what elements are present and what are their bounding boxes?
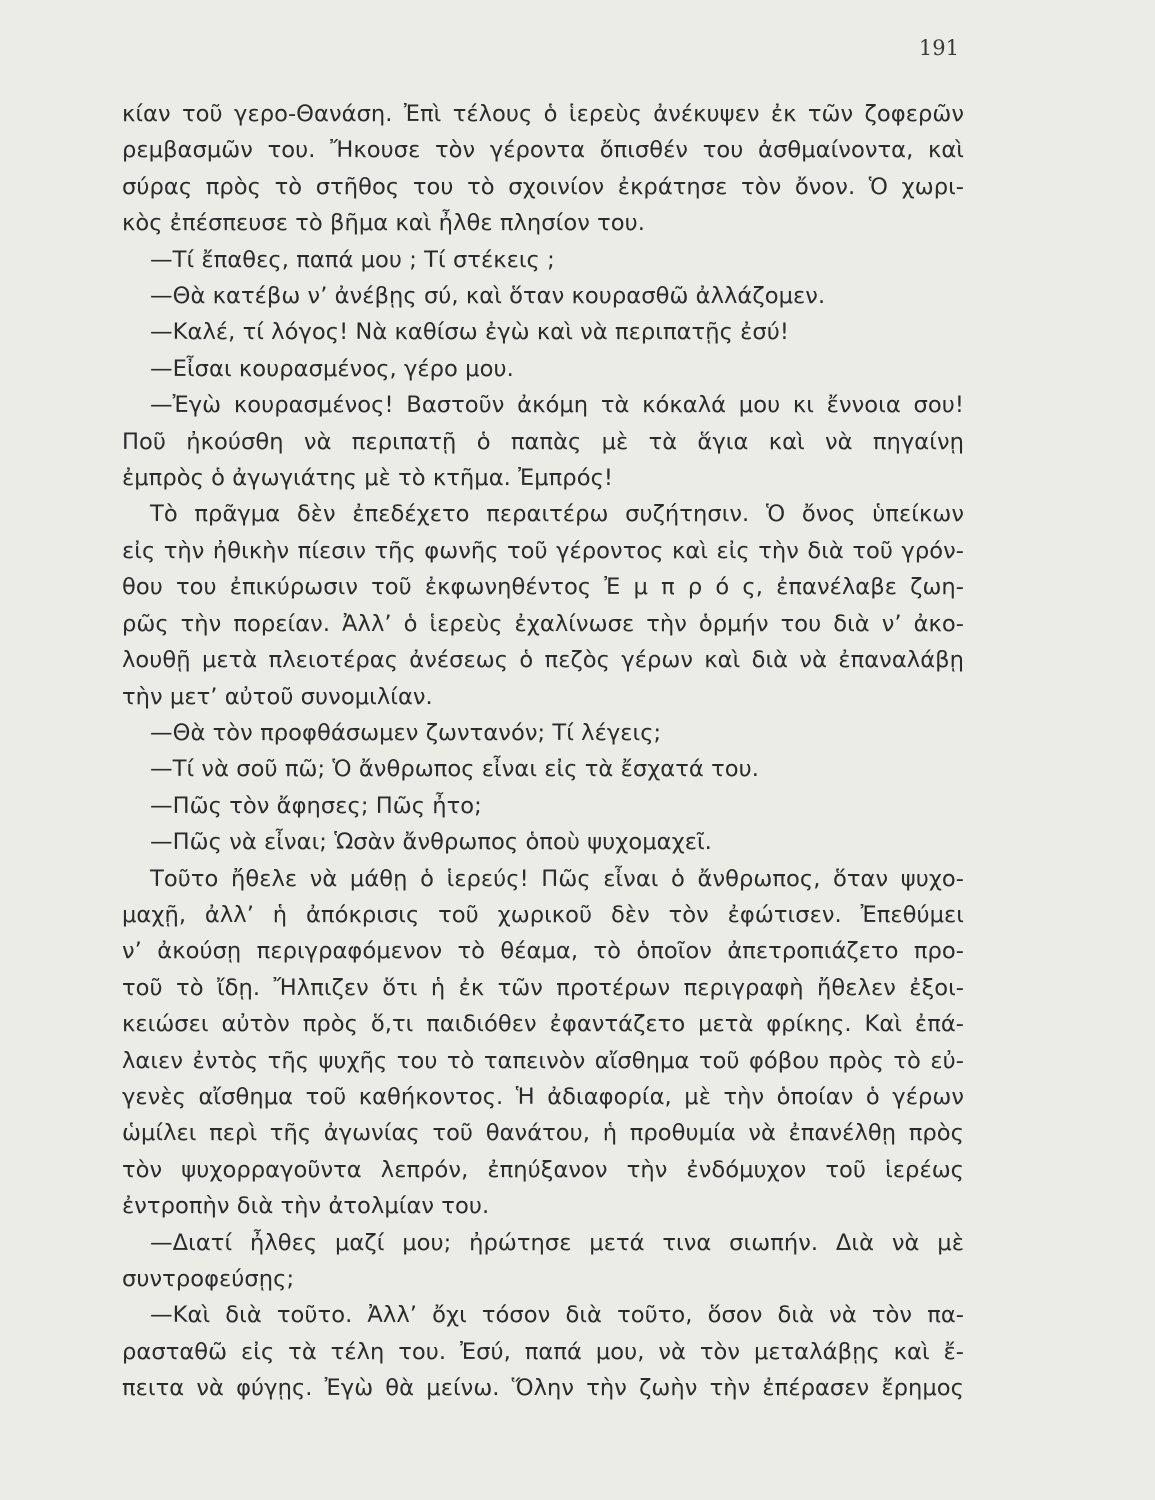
- text-line: Τὸ πρᾶγμα δὲν ἐπεδέχετο περαιτέρω συζήτησιν. Ὁ ὄνος ὑπείκων: [150, 501, 964, 528]
- text-line: θου του ἐπικύρωσιν τοῦ ἐκφωνηθέντος Ἐ μ π ρ ό ς, ἐπανέλαβε ζωη-: [122, 574, 964, 601]
- text-line: σύρας πρὸς τὸ στῆθος του τὸ σχοινίον ἐκράτησε τὸν ὄνον. Ὁ χωρι-: [122, 173, 964, 200]
- text-line: —Πῶς νὰ εἶναι; Ὡσὰν ἄνθρωπος ὁποὺ ψυχομαχεῖ.: [150, 829, 712, 856]
- text-line: —Ἐγὼ κουρασμένος! Βαστοῦν ἀκόμη τὰ κόκαλά μου κι ἔννοια σου!: [150, 392, 964, 419]
- text-line: λαιεν ἐντὸς τῆς ψυχῆς του τὸ ταπεινὸν αἴσθημα τοῦ φόβου πρὸς τὸ εὐ-: [122, 1047, 964, 1074]
- text-line: ρῶς τὴν πορείαν. Ἀλλ’ ὁ ἱερεὺς ἐχαλίνωσε τὴν ὁρμήν του διὰ ν’ ἀκο-: [122, 610, 964, 637]
- text-line: ὡμίλει περὶ τῆς ἀγωνίας τοῦ θανάτου, ἡ προθυμία νὰ ἐπανέλθῃ πρὸς: [122, 1120, 964, 1147]
- text-line: —Εἶσαι κουρασμένος, γέρο μου.: [150, 355, 514, 382]
- text-line: πειτα νὰ φύγῃς. Ἐγὼ θὰ μείνω. Ὅλην τὴν ζωὴν τὴν ἐπέρασεν ἔρημος: [122, 1375, 964, 1402]
- text-line: τὸν ψυχορραγοῦντα λεπρόν, ἐπηύξανον τὴν ἐνδόμυχον τοῦ ἱερέως: [122, 1156, 964, 1183]
- text-line: ἐμπρὸς ὁ ἀγωγιάτης μὲ τὸ κτῆμα. Ἐμπρός!: [122, 465, 613, 492]
- text-line: εἰς τὴν ἠθικὴν πίεσιν τῆς φωνῆς τοῦ γέροντος καὶ εἰς τὴν διὰ τοῦ γρόν-: [122, 537, 964, 564]
- text-line: Ποῦ ἠκούσθη νὰ περιπατῇ ὁ παπὰς μὲ τὰ ἅγια καὶ νὰ πηγαίνῃ: [122, 428, 964, 455]
- text-line: ρασταθῶ εἰς τὰ τέλη του. Ἐσύ, παπά μου, νὰ τὸν μεταλάβῃς καὶ ἔ-: [122, 1338, 964, 1365]
- text-line: κὸς ἐπέσπευσε τὸ βῆμα καὶ ἦλθε πλησίον του.: [122, 210, 645, 237]
- text-line: τὴν μετ’ αὐτοῦ συνομιλίαν.: [122, 683, 433, 710]
- page-number: 191: [918, 36, 959, 60]
- text-line: ν’ ἀκούσῃ περιγραφόμενον τὸ θέαμα, τὸ ὁποῖον ἀπετροπιάζετο προ-: [122, 938, 964, 965]
- text-line: τοῦ τὸ ἴδῃ. Ἤλπιζεν ὅτι ἡ ἐκ τῶν προτέρων περιγραφὴ ἤθελεν ἐξοι-: [122, 974, 964, 1001]
- text-line: ἐντροπὴν διὰ τὴν ἀτολμίαν του.: [122, 1193, 490, 1220]
- text-line: συντροφεύσῃς;: [122, 1266, 295, 1292]
- body-text: [122, 96, 964, 1407]
- text-line: κίαν τοῦ γερο-Θανάση. Ἐπὶ τέλους ὁ ἱερεὺς ἀνέκυψεν ἐκ τῶν ζοφερῶν: [122, 101, 964, 127]
- text-line: —Καὶ διὰ τοῦτο. Ἀλλ’ ὄχι τόσον διὰ τοῦτο, ὅσον διὰ νὰ τὸν πα-: [150, 1302, 964, 1329]
- text-line: —Θὰ τὸν προφθάσωμεν ζωντανόν; Τί λέγεις;: [150, 719, 662, 746]
- text-line: μαχῇ, ἀλλ’ ἡ ἀπόκρισις τοῦ χωρικοῦ δὲν τὸν ἐφώτισεν. Ἐπεθύμει: [122, 901, 964, 928]
- text-line: κειώσει αὐτὸν πρὸς ὅ,τι παιδιόθεν ἐφαντάζετο μετὰ φρίκης. Καὶ ἐπά-: [122, 1011, 964, 1038]
- text-line: Τοῦτο ἤθελε νὰ μάθῃ ὁ ἱερεύς! Πῶς εἶναι ὁ ἄνθρωπος, ὅταν ψυχο-: [150, 865, 964, 892]
- text-line: —Θὰ κατέβω ν’ ἀνέβῃς σύ, καὶ ὅταν κουρασθῶ ἀλλάζομεν.: [150, 283, 826, 310]
- text-line: —Πῶς τὸν ἄφησες; Πῶς ἦτο;: [150, 792, 482, 819]
- text-line: —Τί ἔπαθες, παπά μου ; Τί στέκεις ;: [150, 246, 555, 273]
- text-line: —Καλέ, τί λόγος! Νὰ καθίσω ἐγὼ καὶ νὰ περιπατῇς ἐσύ!: [150, 319, 789, 346]
- text-line: λουθῇ μετὰ πλειοτέρας ἀνέσεως ὁ πεζὸς γέρων καὶ διὰ νὰ ἐπαναλάβῃ: [122, 647, 964, 674]
- text-line: ρεμβασμῶν του. Ἤκουσε τὸν γέροντα ὄπισθέν του ἀσθμαίνοντα, καὶ: [122, 137, 964, 164]
- text-line: —Διατί ἦλθες μαζί μου; ἠρώτησε μετά τινα σιωπήν. Διὰ νὰ μὲ: [150, 1229, 964, 1256]
- text-line: —Τί νὰ σοῦ πῶ; Ὁ ἄνθρωπος εἶναι εἰς τὰ ἔσχατά του.: [150, 756, 759, 783]
- text-line: γενὲς αἴσθημα τοῦ καθήκοντος. Ἡ ἀδιαφορία, μὲ τὴν ὁποίαν ὁ γέρων: [122, 1083, 964, 1110]
